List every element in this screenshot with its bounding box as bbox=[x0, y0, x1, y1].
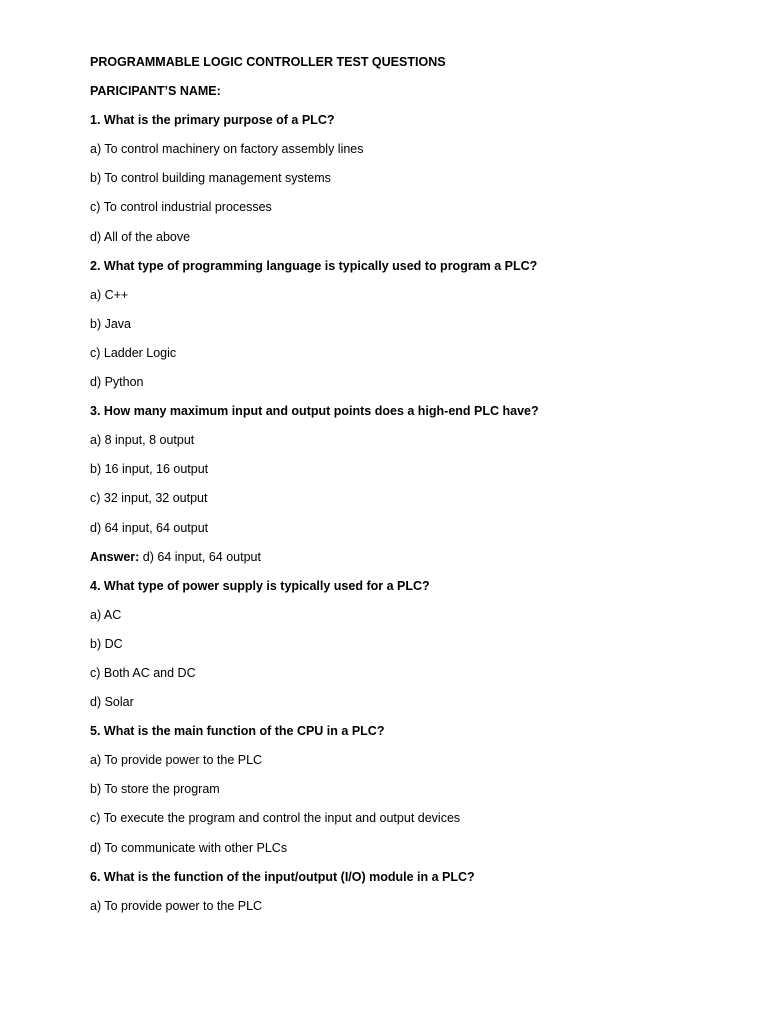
question-5-option-d: d) To communicate with other PLCs bbox=[90, 840, 288, 855]
question-4: 4. What type of power supply is typically used for a PLC? bbox=[90, 578, 430, 593]
question-6-option-a: a) To provide power to the PLC bbox=[90, 898, 263, 913]
document-title: PROGRAMMABLE LOGIC CONTROLLER TEST QUESTIONS bbox=[90, 55, 446, 69]
question-1: 1. What is the primary purpose of a PLC? bbox=[90, 113, 335, 128]
question-2-option-c: c) Ladder Logic bbox=[90, 345, 177, 360]
question-5-option-c: c) To execute the program and control the input and output devices bbox=[90, 811, 461, 826]
question-3-option-b: b) 16 input, 16 output bbox=[90, 462, 209, 477]
answer-text: d) 64 input, 64 output bbox=[139, 549, 261, 564]
document-page bbox=[90, 52, 730, 925]
question-3-option-a: a) 8 input, 8 output bbox=[90, 433, 195, 448]
question-5-option-a: a) To provide power to the PLC bbox=[90, 753, 263, 768]
question-2: 2. What type of programming language is typically used to program a PLC? bbox=[90, 258, 538, 273]
answer-label: Answer: bbox=[90, 549, 140, 564]
question-5: 5. What is the main function of the CPU in a PLC? bbox=[90, 724, 385, 739]
question-2-option-d: d) Python bbox=[90, 375, 144, 390]
question-1-option-a: a) To control machinery on factory assembly lines bbox=[90, 142, 364, 157]
question-4-option-a: a) AC bbox=[90, 607, 122, 622]
question-4-option-d: d) Solar bbox=[90, 695, 134, 710]
question-6: 6. What is the function of the input/output (I/O) module in a PLC? bbox=[90, 869, 475, 884]
question-5-option-b: b) To store the program bbox=[90, 782, 220, 797]
question-2-option-b: b) Java bbox=[90, 316, 131, 331]
question-3-option-c: c) 32 input, 32 output bbox=[90, 491, 208, 506]
question-3: 3. How many maximum input and output points does a high-end PLC have? bbox=[90, 404, 539, 419]
question-3-answer bbox=[90, 547, 730, 576]
question-3-option-d: d) 64 input, 64 output bbox=[90, 520, 209, 535]
question-4-option-c: c) Both AC and DC bbox=[90, 665, 196, 680]
question-1-option-d: d) All of the above bbox=[90, 229, 191, 244]
question-1-option-c: c) To control industrial processes bbox=[90, 200, 272, 215]
question-2-option-a: a) C++ bbox=[90, 287, 129, 302]
question-4-option-b: b) DC bbox=[90, 636, 123, 651]
participant-name-label: PARICIPANT’S NAME: bbox=[90, 84, 221, 99]
question-1-option-b: b) To control building management systems bbox=[90, 171, 331, 186]
